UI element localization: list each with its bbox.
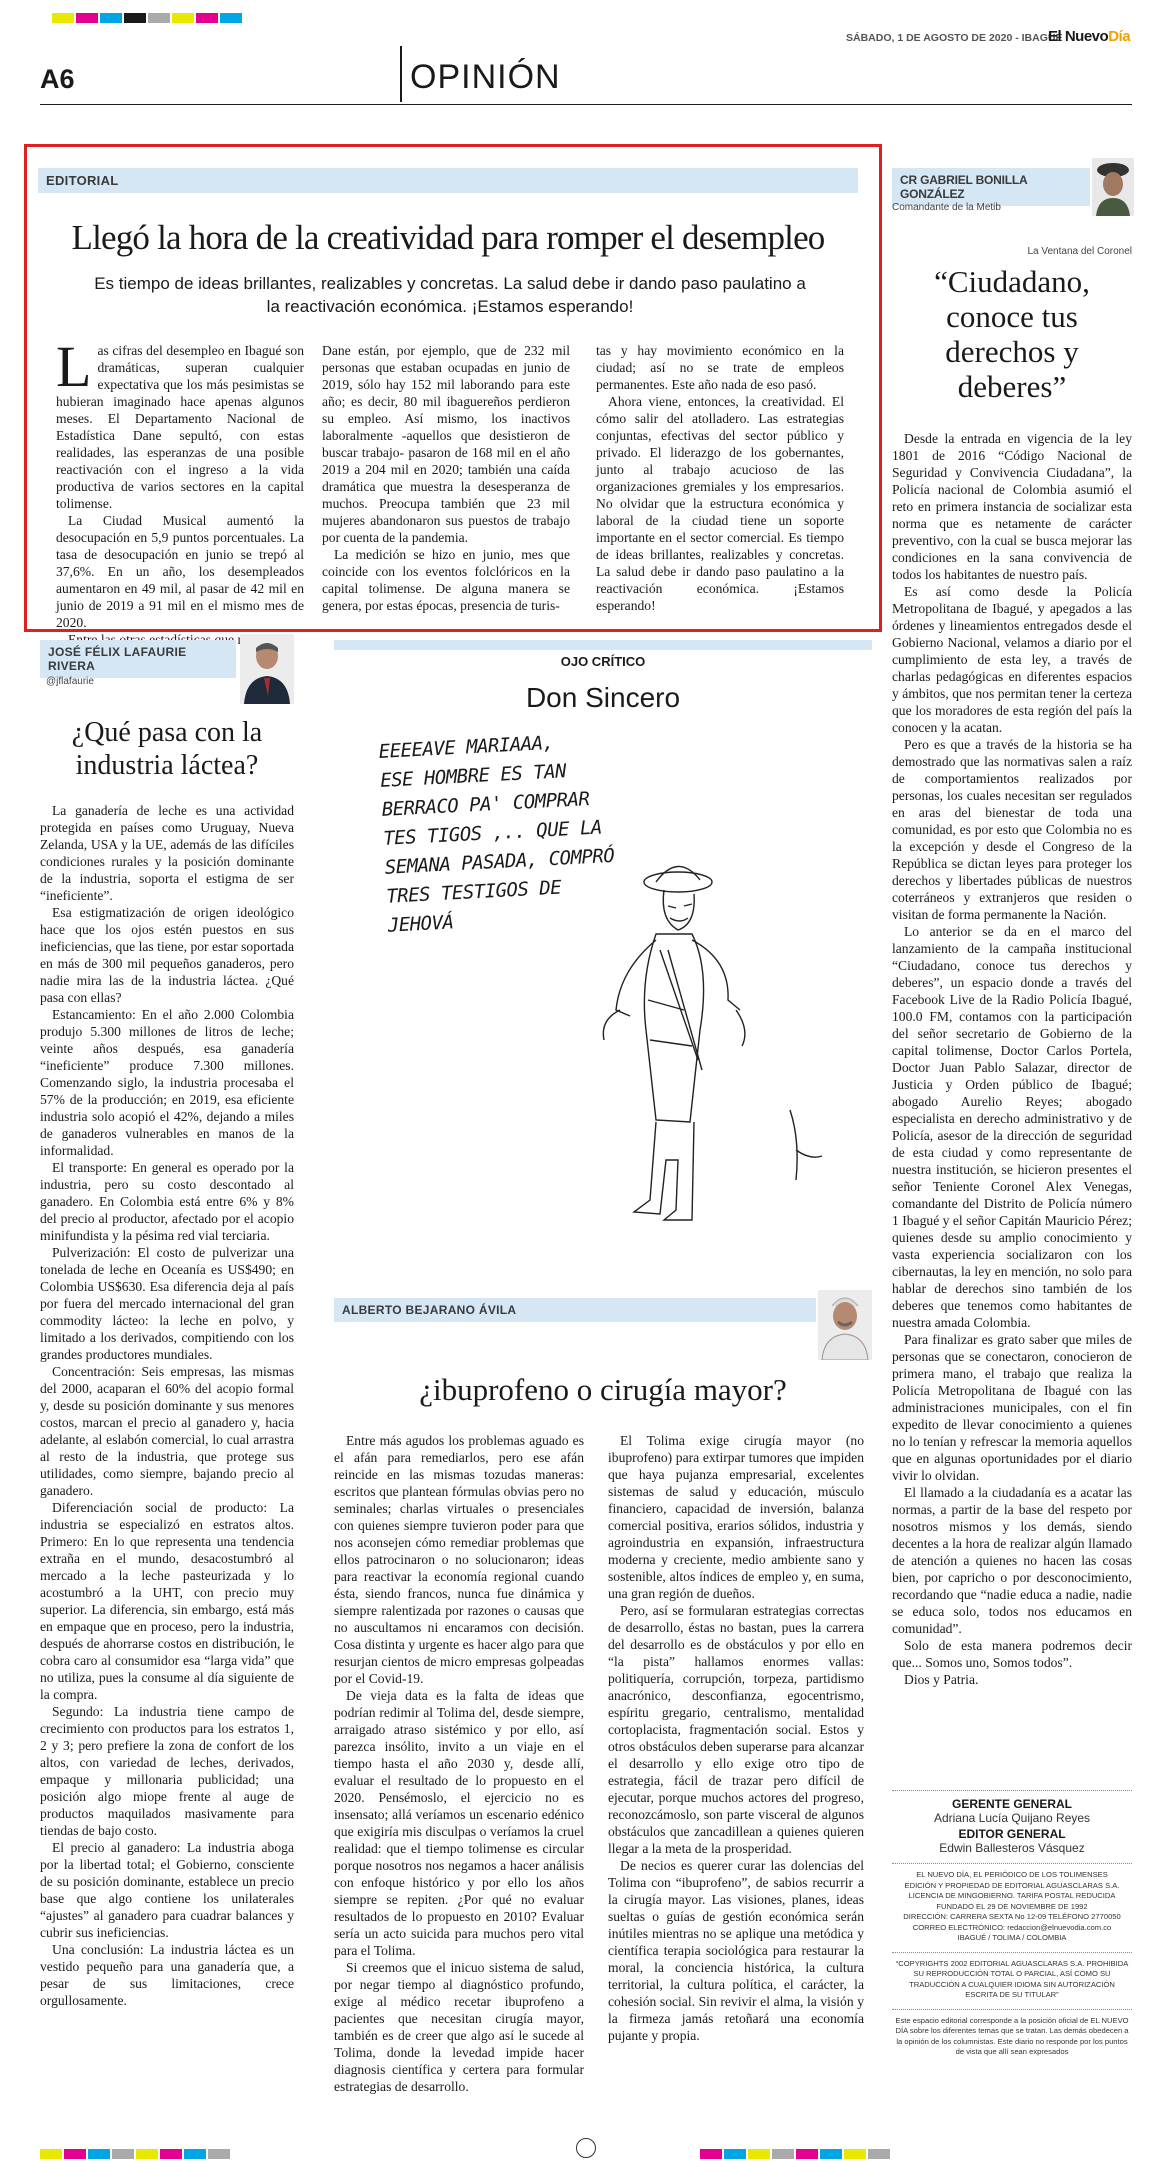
cartoon-illustration bbox=[560, 860, 860, 1260]
brand-logo bbox=[1048, 28, 1130, 45]
masthead bbox=[892, 1790, 1132, 2058]
left-headline: ¿Qué pasa con la industria láctea? bbox=[71, 717, 263, 781]
right-para: Para finalizar es grato saber que miles de personas que se conectaron, conocieron de primera mano, el trabajo que realiza la Policía Metropolitana de Ibagué con las administraciones municipales, con el fin expedito de llevar conocimiento a quienes no lo tenían y refrescar la memoria aquellos que en algunas oportunidades por el diario vivir lo olvidan. bbox=[892, 1332, 1132, 1483]
left-para: El precio al ganadero: La industria aboga por la libertad total; el Gobierno, consciente de su posición dominante, establece un precio base que algo contiene los unilaterales “ajustes” al ganadero para cuadrar balances y cubrir sus ineficiencias. bbox=[40, 1840, 294, 1940]
caption-line: TES TIGOS ,.. QUE LA bbox=[382, 816, 603, 850]
author-photo-bejarano bbox=[818, 1290, 872, 1360]
right-headline: “Ciudadano, conoce tus derechos y deberes” bbox=[934, 264, 1090, 404]
right-column-name: La Ventana del Coronel bbox=[1027, 246, 1132, 257]
editorial-para: La medición se hizo en junio, mes que coincide con los eventos folclóricos en la capital tolimense. De alguna manera se genera, por estas épocas, presencia de turis- bbox=[322, 547, 570, 613]
editor-name: Edwin Ballesteros Vásquez bbox=[939, 1841, 1085, 1855]
info-line: LICENCIA DE MINGOBIERNO. TARIFA POSTAL REDUCIDA bbox=[908, 1891, 1116, 1900]
copyright: “COPYRIGHTS 2002 EDITORIAL AGUASCLARAS S.A. PROHIBIDA SU REPRODUCCIÓN TOTAL O PARCIAL, ASÍ COMO SU TRADUCCIÓN A CUALQUIER IDIOMA SIN AUTORIZACIÓN ESCRITA DE SU TITULAR” bbox=[895, 1958, 1129, 1999]
bottom-author-tag: ALBERTO BEJARANO ÁVILA bbox=[334, 1298, 816, 1322]
bottom-headline: ¿ibuprofeno o cirugía mayor? bbox=[419, 1372, 787, 1407]
editorial-col-2 bbox=[322, 342, 570, 614]
editorial-para: Dane están, por ejemplo, que de 232 mil personas que estaban ocupadas en junio de 2019, sólo hay 152 mil laborando para este año; es decir, 80 mil ibaguereños perdieron su empleo. Así mismo, los inactivos laboralmente -aquellos que desistieron de buscar trabajo- pasaron de 168 mil en el año 2019 a 204 mil en 2020; también una caída dramática que muestra la desesperanza de muchos. Preocupa también que 23 mil mujeres abandonaron sus puestos de trabajo por cuenta de la pandemia. bbox=[322, 343, 570, 545]
left-author-handle: @jflafaurie bbox=[46, 676, 94, 687]
bottom-col-2 bbox=[608, 1432, 864, 2044]
editorial-para: Ahora viene, entonces, la creatividad. El cómo salir del atolladero. Las estrategias conjuntas, efectivas del sector público y privado. El liderazgo de los gobernantes, junto al trabajo acucioso de las organizaciones gremiales y los empresarios. No olvidar que la estructura económica y laboral de la ciudad tiene un soporte importante en el sector comercial. Es tiempo de ideas brillantes, realizables y concretas. La salud debe ir dando paso paulatino a la reactivación económica. ¡Estamos esperando! bbox=[596, 394, 844, 613]
info-line: FUNDADO EL 29 DE NOVIEMBRE DE 1992 bbox=[936, 1901, 1088, 1911]
disclaimer: Este espacio editorial corresponde a la posición oficial de EL NUEVO DÍA sobre los diferentes temas que se tratan. Las demás obedecen a la opinión de los columnistas. Este diario no responde por los puntos de vista que allí sean expresados bbox=[895, 2015, 1129, 2056]
editorial-para: tas y hay movimiento económico en la ciudad; así no se trate de empleos permanentes. Este año nada de eso pasó. bbox=[596, 343, 844, 392]
right-author-role: Comandante de la Metib bbox=[892, 202, 1001, 213]
right-para: Lo anterior se da en el marco del lanzamiento de la campaña institucional “Ciudadano, conoce tus derechos y deberes”, un espacio donde a través del Facebook Live de la Radio Policía Ibagué, 100.0 FM, contamos con la participación del señor secretario de Gobierno de la capital tolimense, Doctor Carlos Portela, Doctor Juan Pablo Salazar, director de Justicia y Orden público de Ibagué; abogado Aurelio Reyes; abogado especialista en derecho administrativo y de Policía, asesor de la dirección de seguridad de esta ciudad y como representante de nuestra institución, se hicieron presentes el señor Teniente Coronel Alex Venegas, comandante del Distrito de Policía número 1 Ibagué y el señor Capitán Mauricio Pérez; quienes desde su amplio conocimiento y vasta experiencia socializaron con los cibernautas, la ley en mención, no solo para hablar de derechos sino también de los deberes que tenemos como habitantes de nuestra amada Colombia. bbox=[892, 924, 1132, 1330]
left-para: Concentración: Seis empresas, las mismas del 2000, acaparan el 60% del acopio formal y, desde su posición dominante y sus menores costos, marcan el precio al ganadero y, hacia adelante, al eslabón comercial, lo cual arrastra al resto de la industria, que protege sus utilidades, como siempre, bajando precio al ganadero. bbox=[40, 1364, 294, 1498]
bottom-para: El Tolima exige cirugía mayor (no ibuprofeno) para extirpar tumores que impiden que haya pujanza empresarial, excelentes sistemas de salud y educación, músculo financiero, capacidad de inversión, balanza comercial positiva, erarios sólidos, industria y agroindustria en expansión, infraestructura moderna y creciente, medio ambiente sano y sostenible, altos índices de empleo y, en suma, una gran región de dueños. bbox=[608, 1433, 864, 1601]
header-rule bbox=[40, 104, 1132, 105]
page-number: A6 bbox=[40, 64, 75, 94]
right-para: Desde la entrada en vigencia de la ley 1801 de 2016 “Código Nacional de Seguridad y Convivencia Ciudadana”, la Policía nacional de Colombia asumió el reto en primera instancia de socializar esta norma que es netamente de carácter preventivo, con la cual se busca mejorar las condiciones en la sana convivencia de todos los habitantes de nuestro país. bbox=[892, 431, 1132, 582]
editorial-para: La Ciudad Musical aumentó la desocupación en 5,9 puntos porcentuales. La tasa de desocupación en junio se trepó al 37,6%. En un año, los desempleados aumentaron en 49 mil, al pasar de 42 mil en junio de 2019 a 91 mil en el mismo mes de 2020. bbox=[56, 513, 304, 630]
bottom-col-1 bbox=[334, 1432, 584, 2095]
left-para: Pulverización: El costo de pulverizar una tonelada de leche en Oceanía es US$490; en Colombia US$630. Esa diferencia deja al país por fuera del mercado internacional del gran commodity lácteo: la leche en polvo, y limitado a los derivados, compitiendo con los grandes productores mundiales. bbox=[40, 1245, 294, 1362]
bottom-color-bar-right bbox=[700, 2144, 1000, 2154]
right-para: Solo de esta manera podremos decir que... Somos uno, Somos todos”. bbox=[892, 1638, 1132, 1670]
info-line: EL NUEVO DÍA, EL PERIÓDICO DE LOS TOLIMENSES bbox=[916, 1870, 1108, 1879]
author-photo-lafaurie bbox=[240, 634, 294, 704]
editor-label: EDITOR GENERAL bbox=[958, 1827, 1066, 1841]
cartoon-tag: OJO CRÍTICO bbox=[560, 654, 646, 669]
left-para: El transporte: En general es operado por la industria, pero su costo descontado al ganadero. En Colombia está entre 6% y 8% del precio al productor, afectado por el acopio minifundista y la pésima red vial terciaria. bbox=[40, 1160, 294, 1243]
info-line: CORREO ELECTRÓNICO: redaccion@elnuevodia.com.co bbox=[912, 1922, 1112, 1932]
editorial-subhead: Es tiempo de ideas brillantes, realizables y concretas. La salud debe ir dando paso paulatino a la reactivación económica. ¡Estamos esperando! bbox=[94, 274, 806, 316]
editorial-col-1 bbox=[56, 334, 304, 648]
gerente-label: GERENTE GENERAL bbox=[951, 1797, 1072, 1811]
left-para: Segundo: La industria tiene campo de crecimiento con productos para los estratos 1, 2 y 3; pero prefiere la zona de confort de los altos, con variedad de leches, derivados, empaque y millonaria publicidad; una posición algo miope frente al auge de productos maquilados masivamente para tiendas de bajo costo. bbox=[40, 1704, 294, 1838]
right-para: Es así como desde la Policía Metropolitana de Ibagué, y apegados a las órdenes y lineamientos entregados desde el Gobierno Nacional, velamos a diario por el cumplimiento de esta ley, a través de charlas pedagógicas en diferentes espacios y ámbitos, que nos permitan tener la certeza que los moradores de esta región del país la conocen y la acatan. bbox=[892, 584, 1132, 735]
info-line: IBAGUÉ / TOLIMA / COLOMBIA bbox=[957, 1933, 1067, 1942]
gerente-name: Adriana Lucía Quijano Reyes bbox=[933, 1811, 1091, 1825]
left-para: Diferenciación social de producto: La industria se especializó en estratos altos. Primero: En lo que representa una tendencia extraña en el mundo, desacostumbró al mercado a la leche pasteurizada y lo acostumbró a la UHT, con precio muy superior. La diferencia, sin embargo, está más en empaque que en proceso, pero la industria, después de ahorrarse costos en distribución, le cobra caro al consumidor esa “larga vida” que no utiliza, pues la consume al día siguiente de la compra. bbox=[40, 1500, 294, 1702]
bottom-para: Si creemos que el inicuo sistema de salud, por negar tiempo al diagnóstico profundo, exige al médico recetar ibuprofeno a pacientes que necesitan cirugía mayor, también es de creer que algo así le sucede al Tolima, donde la levedad impide hacer diagnosis científica y certera para formular estrategias de desarrollo. bbox=[334, 1960, 584, 2094]
registration-mark-icon bbox=[576, 2138, 596, 2158]
info-line: DIRECCIÓN: CARRERA SEXTA No 12-09 TELÉFONO 2770050 bbox=[903, 1912, 1121, 1921]
editorial-tag: EDITORIAL bbox=[38, 168, 858, 193]
bottom-para: Pero, así se formularan estrategias correctas de desarrollo, éstas no bastan, pues la carrera del desarrollo es de obstáculos y por ello en “la pista” hallamos enormes vallas: politiquería, corrupción, torpeza, partidismo anacrónico, desconfianza, egocentrismo, espíritu gregario, centralismo, mentalidad cortoplacista, fragmentación social. Estos y otros obstáculos deben superarse para alcanzar el desarrollo y ello exige otro tipo de estrategia, fácil de trazar pero difícil de ejecutar, porque muchos actores del progreso, reconozcámoslo, son parte visceral de algunos obstáculos que zancadillean a quienes quieren llegar a la meta de la prosperidad. bbox=[608, 1603, 864, 1856]
brand-name: El Nuevo bbox=[1048, 28, 1109, 45]
section-title: OPINIÓN bbox=[410, 58, 561, 96]
masthead-info bbox=[892, 1870, 1132, 1944]
brand-accent: Día bbox=[1108, 28, 1131, 45]
section-divider bbox=[400, 46, 402, 102]
bottom-para: Entre más agudos los problemas aguado es el afán para remediarlos, pero ese afán reincide en las mismas tozudas maneras: escritos que plantean fórmulas obvias pero no seminales; charlas virtuales o presenciales con quienes siempre tuvieron poder para que nos aconsejen cómo remediar problemas que ellos patrocinaron o no solucionaron; ideas para reactivar la economía regional cuando ésta, siendo francos, nunca fue dinámica y siempre ralentizada por razones o causas que no auscultamos ni encaramos con decisión. Cosa distinta y urgente es hacer algo para que resurjan cientos de micro empresas golpeadas por el Covid-19. bbox=[334, 1433, 584, 1686]
dateline: SÁBADO, 1 DE AGOSTO DE 2020 - IBAGUÉ bbox=[846, 32, 1063, 44]
info-line: EDICIÓN Y PROPIEDAD DE EDITORIAL AGUASCLARAS S.A. bbox=[904, 1880, 1120, 1890]
drop-cap: L bbox=[56, 334, 92, 399]
left-author-tag: JOSÉ FÉLIX LAFAURIE RIVERA bbox=[40, 640, 236, 678]
bottom-color-bar-left bbox=[40, 2144, 340, 2154]
caption-line: EEEEAVE MARIAAA, bbox=[378, 731, 555, 763]
right-para: El llamado a la ciudadanía es a acatar las normas, a partir de la base del respeto por nosotros mismos y los demás, siendo decentes a la hora de realizar algún llamado de atención a quienes no hacen las cosas bien, por capricho o por desconocimiento, recordando que “nadie educa a nadie, nadie se educa solo, todos nos educamos en comunidad”. bbox=[892, 1485, 1132, 1636]
left-para: Estancamiento: En el año 2.000 Colombia produjo 5.300 millones de litros de leche; veinte años después, esa ganadería “ineficiente” produce 7.300 millones. Comenzando siglo, la industria procesaba el 57% de la producción; en 2019, esa eficiente industria solo acopió el 42%, dejando a miles de ganaderos vulnerables en manos de la informalidad. bbox=[40, 1007, 294, 1158]
caption-line: BERRACO PA' COMPRAR bbox=[381, 788, 590, 821]
cartoon-title: Don Sincero bbox=[525, 682, 681, 713]
editorial-col-3 bbox=[596, 342, 844, 614]
caption-line: TRES TESTIGOS DE bbox=[385, 876, 562, 908]
top-color-bar-left bbox=[52, 8, 312, 18]
caption-line: ESE HOMBRE ES TAN bbox=[379, 760, 567, 792]
right-body bbox=[892, 430, 1132, 1688]
caption-line: JEHOVÁ bbox=[387, 911, 454, 937]
author-photo-bonilla bbox=[1092, 158, 1134, 216]
editorial-para: as cifras del desempleo en Ibagué son dramáticas, superan cualquier expectativa que los más pesimistas se hubieran imaginado hace apenas algunos meses. El Departamento Nacional de Estadística Dane sepultó, con estas realidades, las esperanzas de una posible reactivación con el ingreso a la vida productiva de varios sectores en la capital tolimense. bbox=[56, 343, 304, 511]
left-body bbox=[40, 802, 294, 2009]
left-para: Esa estigmatización de origen ideológico hace que los ojos estén puestos en sus ineficiencias, que las tiene, por estar soportada en más de 300 mil pequeños ganaderos, pero nadie mira las de la industria láctea. ¿Qué pasa con ellas? bbox=[40, 905, 294, 1005]
right-para: Pero es que a través de la historia se ha demostrado que las normativas salen a raíz de comportamientos realizados por personas, los cuales necesitan ser regulados en aras del bienestar de toda una comunidad, es por esto que Colombia no es la excepción y desde el Congreso de la República se dictan leyes para proteger los derechos y libertades públicas de nuestros coterráneos y extranjeros que residen o visitan de forma permanente la Nación. bbox=[892, 737, 1132, 922]
right-author-tag: CR GABRIEL BONILLA GONZÁLEZ bbox=[892, 168, 1090, 206]
left-para: Una conclusión: La industria láctea es un vestido pequeño para una ganadería que, a pesar de sus limitaciones, crece orgullosamente. bbox=[40, 1942, 294, 2008]
left-para: La ganadería de leche es una actividad protegida en países como Uruguay, Nueva Zelanda, USA y la UE, además de las difíciles condiciones rurales y la posición dominante de la industria, soporta el estigma de ser “ineficiente”. bbox=[40, 803, 294, 903]
editorial-headline: Llegó la hora de la creatividad para romper el desempleo bbox=[71, 218, 825, 257]
caption-line: SEMANA PASADA, COMPRÓ bbox=[384, 844, 615, 879]
right-para: Dios y Patria. bbox=[904, 1672, 979, 1687]
bottom-para: De vieja data es la falta de ideas que podrían redimir al Tolima del, desde siempre, arraigado atraso sistémico y por ello, así parezca insólito, invito a un viaje en el tiempo hasta el año 2030 y, desde allí, evaluar el resultado de lo propuesto en el 2020. Pensémoslo, el ejercicio no es insensato; allá veríamos un escenario edénico que exigiría mis disculpas o veríamos la cruel realidad: que el tiempo tolimense es circular porque nosotros nos negamos a hacer análisis con enfoque histórico y por ello los años siempre se repiten. ¿Por qué no evaluar resultados de lo propuesto en 2010? Evaluar sería un acto suicida para muchos pero vital para el Tolima. bbox=[334, 1688, 584, 1958]
bottom-para: De necios es querer curar las dolencias del Tolima con “ibuprofeno”, de sabios recurrir a la cirugía mayor. Las visiones, planes, ideas sueltas o guías de gestión económica serán inútiles mientras no se aplique una metódica y científica terapia sociológica para restaurar la moral, la conciencia histórica, la cultura territorial, la cultura política, el carácter, la cohesión social. Sin revivir el alma, la visión y la firmeza jamás retoñará una economía pujante y propia. bbox=[608, 1858, 864, 2043]
